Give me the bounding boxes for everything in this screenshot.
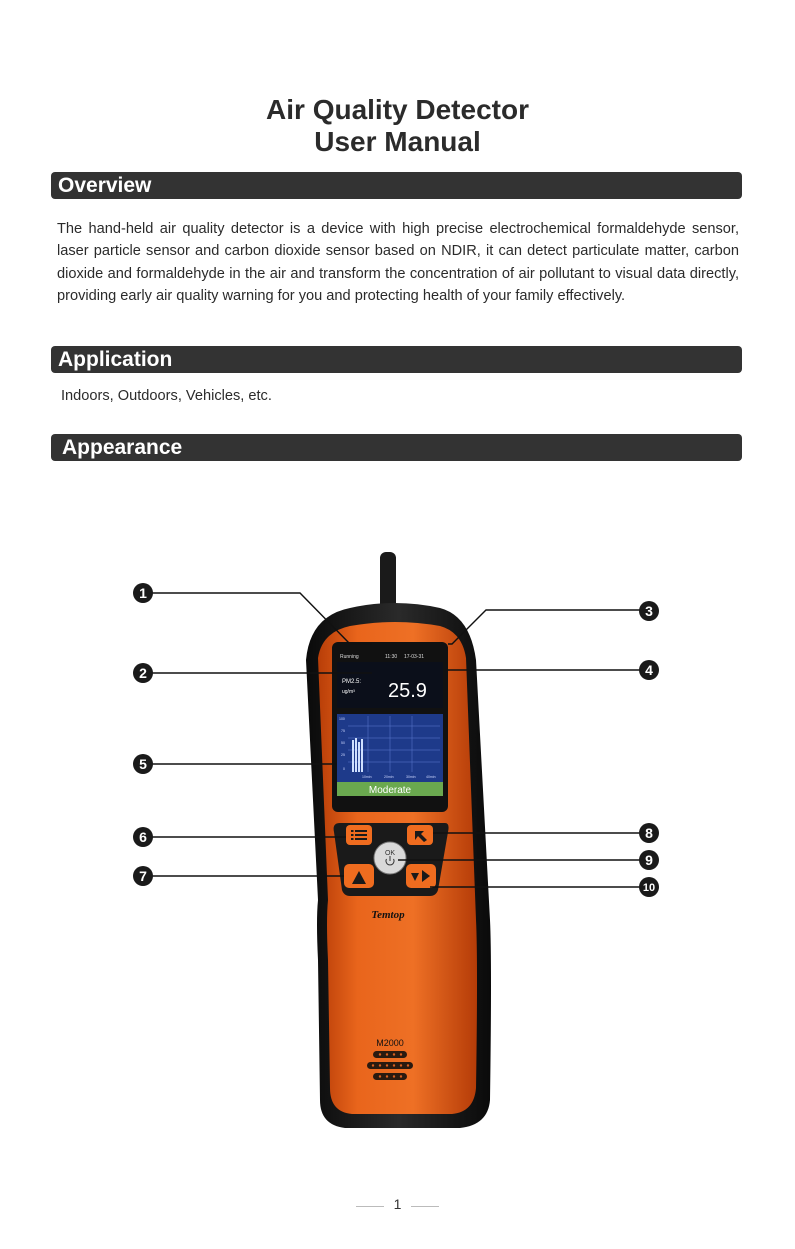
model-label: M2000 [376,1038,404,1048]
callout-2-label: 2 [139,665,147,681]
callout-7-label: 7 [139,868,147,884]
status-running: Running [340,654,359,660]
menu-icon [351,830,367,840]
callout-10-label: 10 [642,882,656,894]
y-tick: 25 [341,753,345,757]
device-illustration [0,540,795,1140]
page-number-rule-right [411,1206,439,1207]
x-tick: 30min [406,775,416,779]
callout-8-label: 8 [645,825,653,841]
ok-label: OK [384,850,396,857]
overview-heading: Overview [51,172,742,199]
appearance-heading: Appearance [51,434,742,461]
param-unit: ug/m³ [342,689,355,695]
status-time: 11:30 [385,654,398,660]
air-quality-status: Moderate [368,785,412,796]
callout-3-label: 3 [645,603,653,619]
x-tick: 40min [426,775,436,779]
x-tick: 20min [384,775,394,779]
callout-6-label: 6 [139,829,147,845]
y-tick: 0 [343,767,345,771]
down-button[interactable] [406,864,436,888]
overview-body: The hand-held air quality detector is a device with high precise electrochemical formaldehyde sensor, laser particle sensor and carbon dioxide sensor based on NDIR, it can detect particulate matter, carbon dioxide and formaldehyde in the air and transform the concentration of air pollutant to visual data directly, providing early air quality warning for you and protecting health of your family effectively. [57,221,739,304]
y-tick: 50 [341,741,345,745]
page-number: 1 [393,1196,402,1212]
param-label: PM2.5: [342,679,362,685]
x-tick: 10min [362,775,372,779]
y-tick: 100 [339,717,345,721]
callout-5-label: 5 [139,756,147,772]
document-title-line-1: Air Quality Detector [266,94,529,125]
y-tick: 75 [341,729,345,733]
callout-9-label: 9 [645,852,653,868]
speaker-grille [367,1051,413,1080]
application-body: Indoors, Outdoors, Vehicles, etc. [61,388,272,404]
callout-4-label: 4 [645,662,653,678]
application-heading: Application [51,346,742,373]
status-date: 17-03-31 [404,654,425,660]
document-title-line-2: User Manual [314,126,481,157]
brand-logo: Temtop [371,909,405,921]
reading-value: 25.9 [388,680,427,702]
callout-1-label: 1 [139,585,147,601]
